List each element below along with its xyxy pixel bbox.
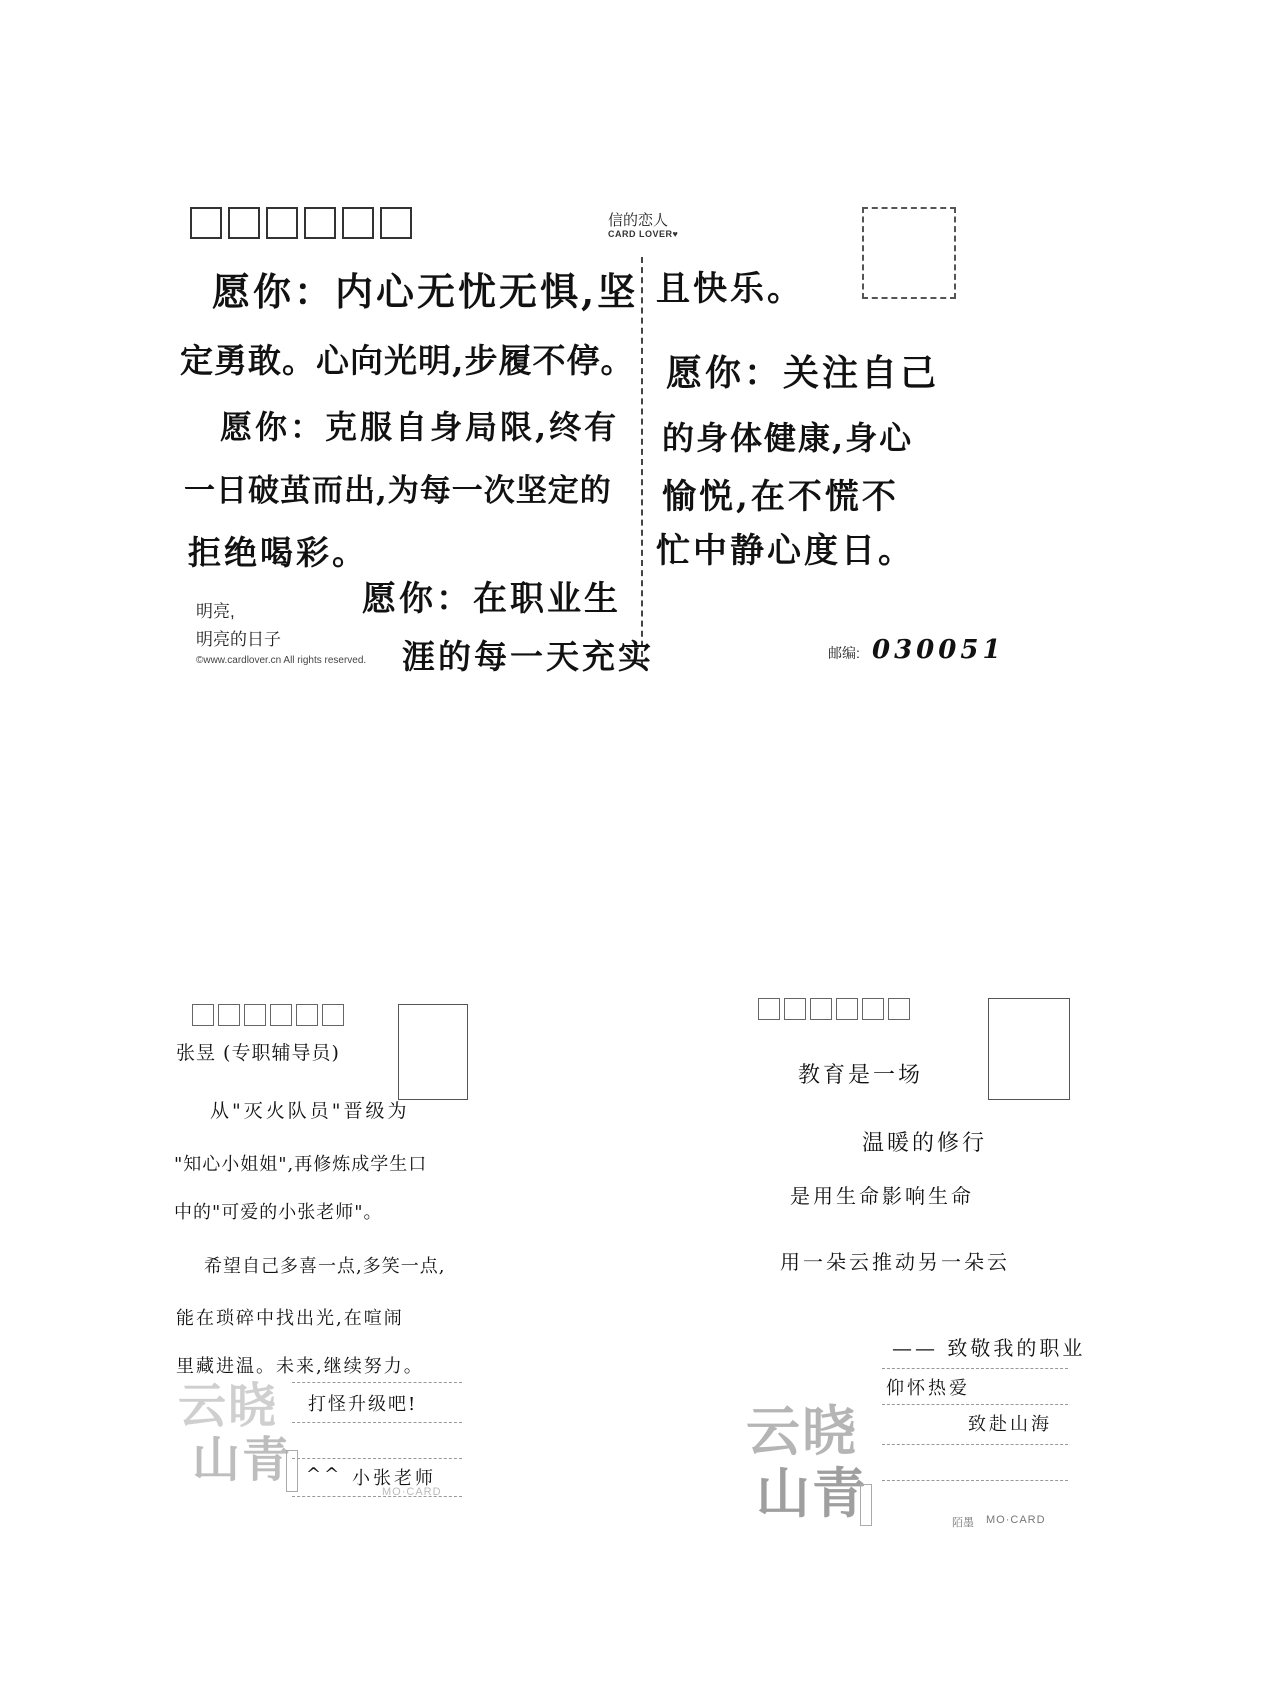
logo-watermark-bottom: 山青	[756, 1461, 868, 1525]
signature: 小张老师	[352, 1468, 436, 1489]
stamp-placeholder	[398, 1004, 468, 1100]
postcode-box	[758, 998, 780, 1020]
postcode-boxes	[192, 1004, 344, 1026]
handwriting-line: 愉悦,在不慌不	[662, 477, 899, 517]
postcode-box	[304, 207, 336, 239]
handwriting-line: 里藏进温。未来,继续努力。	[176, 1356, 424, 1377]
logo-watermark-bottom: 山青	[192, 1432, 293, 1488]
postcode-box	[190, 207, 222, 239]
writing-line	[882, 1368, 1068, 1369]
seal-mark	[860, 1484, 872, 1526]
brand-name	[608, 209, 668, 230]
handwriting-line: 愿你：内心无忧无惧,坚	[212, 269, 639, 314]
postcard-bottom-left	[172, 990, 512, 1550]
postcode-box	[342, 207, 374, 239]
handwriting-line: 能在琐碎中找出光,在喧闹	[176, 1308, 404, 1329]
postcode-box	[810, 998, 832, 1020]
postcode-box	[862, 998, 884, 1020]
brand-prefix: 陌墨	[952, 1517, 974, 1529]
handwriting-line: 中的"可爱的小张老师"。	[174, 1202, 383, 1223]
handwriting-line: 仰怀热爱	[886, 1378, 970, 1399]
divider-line	[641, 257, 643, 667]
seal-mark	[286, 1450, 298, 1492]
writing-line	[292, 1458, 462, 1459]
logo-watermark-top: 云晓	[746, 1399, 858, 1463]
writing-line	[882, 1480, 1068, 1481]
handwriting-line: 定勇敢。心向光明,步履不停。	[180, 341, 635, 380]
handwriting-line: 用一朵云推动另一朵云	[780, 1250, 1010, 1274]
handwriting-line: 忙中静心度日。	[656, 531, 915, 571]
postcode-box	[784, 998, 806, 1020]
stamp-placeholder	[988, 998, 1070, 1100]
stamp-placeholder	[862, 207, 956, 299]
handwriting-line: —— 致敬我的职业	[892, 1336, 1086, 1360]
handwriting-line: 打怪升级吧!	[308, 1394, 418, 1415]
postcode-label: 邮编:	[828, 645, 860, 661]
handwriting-line: 是用生命影响生命	[790, 1184, 974, 1208]
logo-watermark-top: 云晓	[178, 1378, 279, 1434]
emoticon: ^^	[306, 1464, 343, 1485]
postcode-box	[192, 1004, 214, 1026]
handwriting-line: 且快乐。	[656, 269, 804, 309]
postcard-top	[180, 195, 1020, 695]
postcode-box	[380, 207, 412, 239]
postcode-box	[228, 207, 260, 239]
brand-name: MO·CARD	[986, 1514, 1046, 1526]
postcode-box	[244, 1004, 266, 1026]
handwriting-line: 一日破茧而出,为每一次坚定的	[184, 473, 612, 509]
postcard-bottom-right	[742, 990, 1086, 1550]
handwriting-line: 愿你：克服自身局限,终有	[220, 408, 620, 446]
handwriting-line: 愿你：关注自己	[666, 352, 940, 394]
handwriting-line: 涯的每一天充实	[402, 637, 654, 676]
brand-name-cn: 信的恋人	[608, 212, 669, 229]
postcode-box	[270, 1004, 292, 1026]
postcode-boxes	[758, 998, 910, 1020]
postcode-box	[296, 1004, 318, 1026]
heart-icon: ♥	[672, 229, 679, 239]
postcode-box	[218, 1004, 240, 1026]
handwriting-line: 张昱 (专职辅导员)	[176, 1042, 340, 1064]
writing-line	[882, 1444, 1068, 1445]
postcode-boxes	[190, 207, 412, 239]
print-line-1: 明亮,	[196, 602, 235, 621]
handwriting-line: 拒绝喝彩。	[188, 533, 368, 572]
handwriting-line: 愿你：在职业生	[362, 579, 621, 619]
postcode-box	[266, 207, 298, 239]
postcode-box	[888, 998, 910, 1020]
postcode-box	[322, 1004, 344, 1026]
brand-name: MO·CARD	[382, 1486, 442, 1498]
handwriting-line: 温暖的修行	[862, 1131, 988, 1156]
postcode-value: 030051	[872, 635, 1005, 665]
writing-line	[292, 1382, 462, 1383]
handwriting-line: 希望自己多喜一点,多笑一点,	[204, 1256, 446, 1277]
print-line-2: 明亮的日子	[196, 630, 281, 649]
handwriting-line: 从"灭火队员"晋级为	[210, 1100, 410, 1122]
writing-line	[882, 1404, 1068, 1405]
brand-tagline	[608, 229, 678, 239]
handwriting-line: "知心小姐姐",再修炼成学生口	[174, 1154, 428, 1175]
copyright-text: ©www.cardlover.cn All rights reserved.	[196, 655, 367, 666]
handwriting-line: 的身体健康,身心	[662, 419, 914, 457]
postcode-box	[836, 998, 858, 1020]
handwriting-line: 致赴山海	[968, 1414, 1052, 1435]
writing-line	[292, 1422, 462, 1423]
handwriting-line: 教育是一场	[798, 1063, 924, 1088]
brand-name-en: CARD LOVER	[608, 229, 673, 239]
